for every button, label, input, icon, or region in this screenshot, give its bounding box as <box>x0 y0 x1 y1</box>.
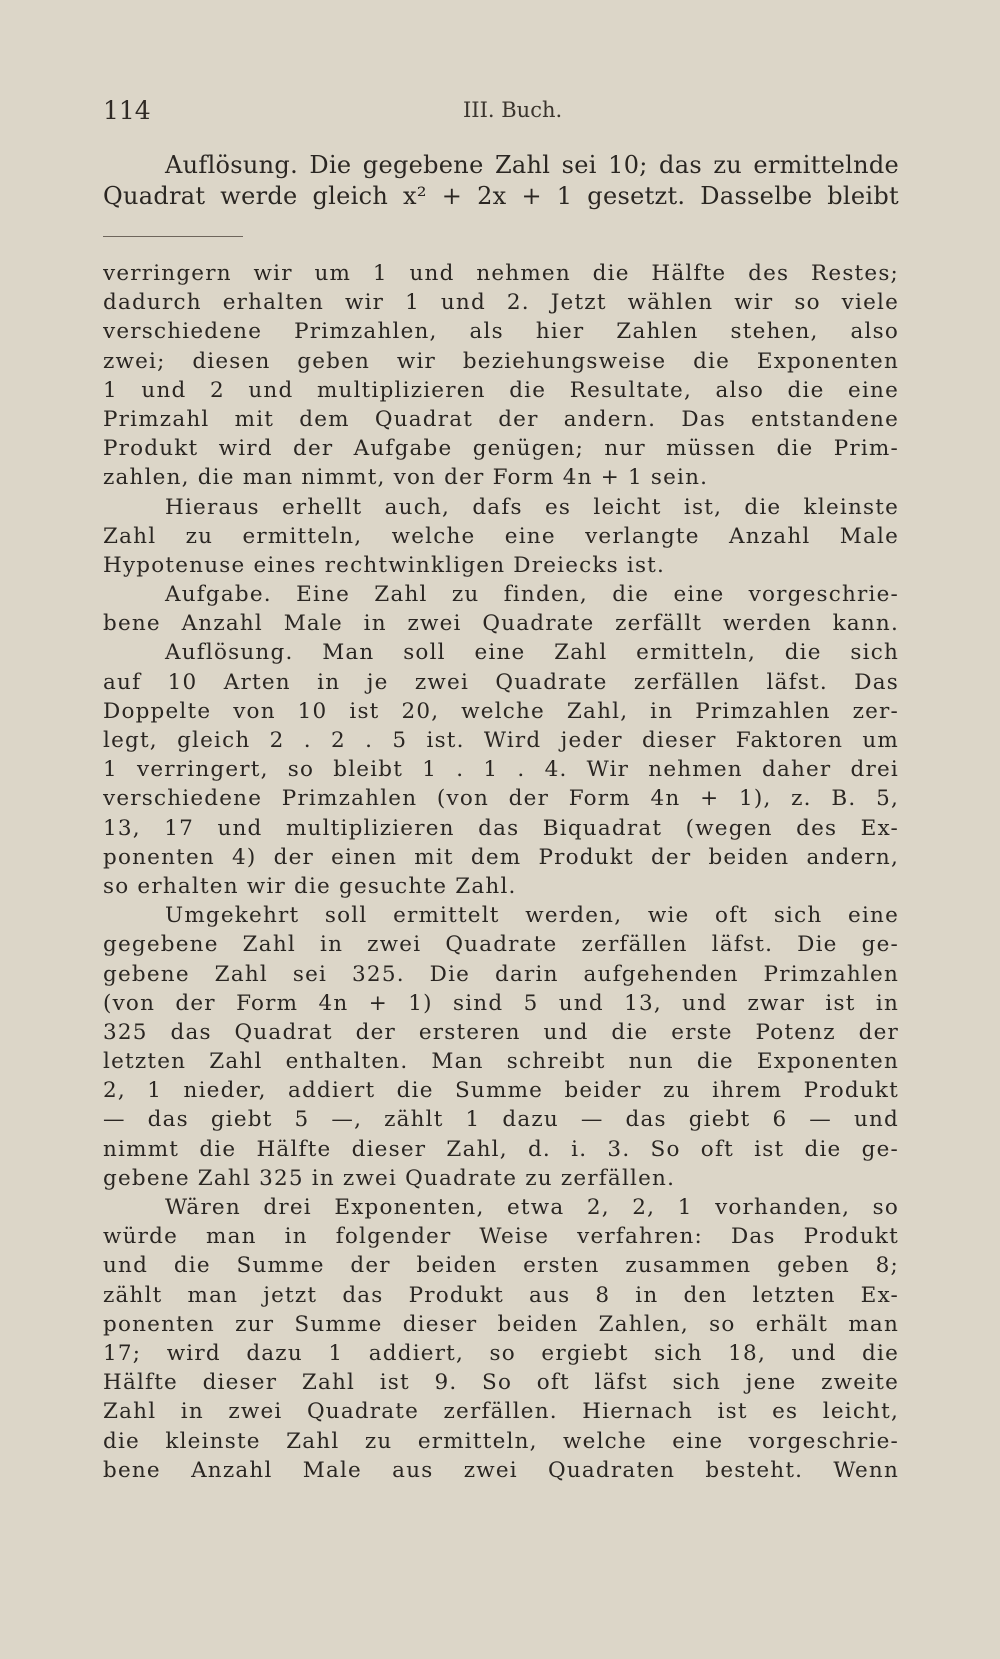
text-line: auf 10 Arten in je zwei Quadrate zerfällen läfst. Das <box>103 669 899 695</box>
running-head: III. Buch. <box>463 98 563 122</box>
text-line: Quadrat werde gleich x² + 2x + 1 gesetzt. Dasselbe bleibt <box>103 181 899 210</box>
text-line: zählt man jetzt das Produkt aus 8 in den letzten Ex- <box>103 1282 899 1308</box>
text-line: Hypotenuse eines rechtwinkligen Dreiecks ist. <box>103 552 666 578</box>
text-line: gebene Zahl sei 325. Die darin aufgehenden Primzahlen <box>103 961 899 987</box>
text-line: zahlen, die man nimmt, von der Form 4n + 1 sein. <box>103 465 709 491</box>
text-line: 17; wird dazu 1 addiert, so ergiebt sich 18, und die <box>103 1340 899 1366</box>
text-line: gegebene Zahl in zwei Quadrate zerfällen läfst. Die ge- <box>103 932 899 958</box>
text-line: und die Summe der beiden ersten zusammen geben 8; <box>103 1253 899 1279</box>
text-line: die kleinste Zahl zu ermitteln, welche eine vorgeschrie- <box>103 1428 899 1454</box>
text-line: 1 und 2 und multiplizieren die Resultate, also die eine <box>103 377 899 403</box>
text-line: Hälfte dieser Zahl ist 9. So oft läfst sich jene zweite <box>103 1370 899 1396</box>
text-line: bene Anzahl Male in zwei Quadrate zerfällt werden kann. <box>103 611 899 637</box>
text-line: legt, gleich 2 . 2 . 5 ist. Wird jeder dieser Faktoren um <box>103 728 899 753</box>
page-header <box>103 96 899 132</box>
text-line: verschiedene Primzahlen (von der Form 4n + 1), z. B. 5, <box>103 786 899 812</box>
body-text-block <box>103 259 899 1485</box>
text-line: Zahl zu ermitteln, welche eine verlangte Anzahl Male <box>103 523 899 549</box>
text-line: Hieraus erhellt auch, dafs es leicht ist, die kleinste <box>165 494 899 520</box>
text-line: Auflösung. Die gegebene Zahl sei 10; das zu ermittelnde <box>165 151 899 179</box>
text-line: dadurch erhalten wir 1 und 2. Jetzt wählen wir so viele <box>103 290 899 316</box>
text-line: Produkt wird der Aufgabe genügen; nur müssen die Prim- <box>103 436 899 462</box>
text-line: so erhalten wir die gesuchte Zahl. <box>103 873 517 899</box>
text-line: Aufgabe. Eine Zahl zu finden, die eine vorgeschrie- <box>165 582 899 608</box>
text-line: würde man in folgender Weise verfahren: Das Produkt <box>103 1224 899 1250</box>
page-number: 114 <box>103 96 151 125</box>
text-line: Doppelte von 10 ist 20, welche Zahl, in Primzahlen zer- <box>103 698 899 724</box>
text-line: ponenten zur Summe dieser beiden Zahlen, so erhält man <box>103 1311 899 1337</box>
text-line: 2, 1 nieder, addiert die Summe beider zu ihrem Produkt <box>103 1078 899 1104</box>
text-line: nimmt die Hälfte dieser Zahl, d. i. 3. So oft ist die ge- <box>103 1136 899 1162</box>
text-line: zwei; diesen geben wir beziehungsweise die Exponenten <box>103 348 899 374</box>
text-line: verschiedene Primzahlen, als hier Zahlen stehen, also <box>103 319 899 345</box>
top-text-block <box>103 150 899 211</box>
text-line: Wären drei Exponenten, etwa 2, 2, 1 vorhanden, so <box>165 1195 899 1220</box>
text-line: Umgekehrt soll ermittelt werden, wie oft sich eine <box>165 903 899 929</box>
separator-rule <box>103 236 243 237</box>
text-line: — das giebt 5 —, zählt 1 dazu — das giebt 6 — und <box>103 1107 899 1133</box>
text-line: Auflösung. Man soll eine Zahl ermitteln, die sich <box>165 640 899 666</box>
text-line: 13, 17 und multiplizieren das Biquadrat (wegen des Ex- <box>103 815 899 841</box>
text-line: (von der Form 4n + 1) sind 5 und 13, und zwar ist in <box>103 990 899 1016</box>
text-line: bene Anzahl Male aus zwei Quadraten besteht. Wenn <box>103 1457 899 1483</box>
text-line: Zahl in zwei Quadrate zerfällen. Hiernach ist es leicht, <box>103 1399 899 1425</box>
text-line: gebene Zahl 325 in zwei Quadrate zu zerfällen. <box>103 1165 676 1191</box>
text-line: verringern wir um 1 und nehmen die Hälfte des Restes; <box>103 261 899 286</box>
text-line: 1 verringert, so bleibt 1 . 1 . 4. Wir nehmen daher drei <box>103 757 899 783</box>
text-line: 325 das Quadrat der ersteren und die erste Potenz der <box>103 1019 899 1045</box>
text-line: ponenten 4) der einen mit dem Produkt der beiden andern, <box>103 844 899 870</box>
text-line: letzten Zahl enthalten. Man schreibt nun die Exponenten <box>103 1049 899 1075</box>
text-line: Primzahl mit dem Quadrat der andern. Das entstandene <box>103 406 899 432</box>
